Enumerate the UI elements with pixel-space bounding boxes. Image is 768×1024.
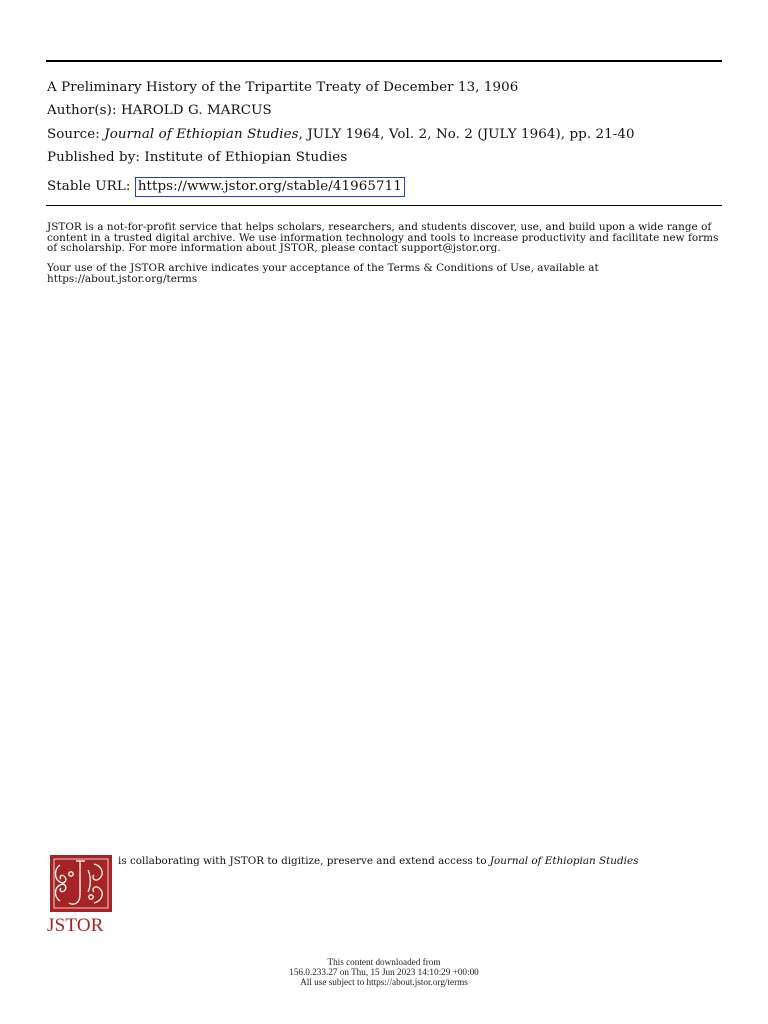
collaboration-statement xyxy=(118,856,678,867)
article-title: A Preliminary History of the Tripartite Treaty of December 13, 1906 xyxy=(47,80,519,95)
publisher-name: Institute of Ethiopian Studies xyxy=(144,150,348,165)
footer-line-2: 156.0.233.27 on Thu, 15 Jun 2023 14:10:29 +00:00 xyxy=(289,967,479,977)
collaboration-text: is collaborating with JSTOR to digitize, preserve and extend access to xyxy=(118,855,487,867)
stable-url-line xyxy=(47,177,405,197)
jstor-logo xyxy=(47,855,117,937)
footer-line-1: This content downloaded from xyxy=(327,957,441,967)
publisher-line xyxy=(47,149,347,167)
footer-line-3: All use subject to https://about.jstor.org/terms xyxy=(300,977,468,987)
jstor-logo-mark xyxy=(50,855,112,912)
stable-url-link[interactable]: https://www.jstor.org/stable/41965711 xyxy=(135,177,405,197)
author-line xyxy=(47,102,272,120)
nonprofit-notice: JSTOR is a not-for-profit service that helps scholars, researchers, and students discover, use, and build upon a wide range of content in a trusted digital archive. We use information technology and tools to increase productivity and facilitate new forms of scholarship. For more information about JSTOR, please contact support@jstor.org. xyxy=(47,221,719,255)
publisher-label: Published by: xyxy=(47,150,140,165)
source-line xyxy=(47,126,635,144)
source-label: Source: xyxy=(47,127,100,142)
collaboration-journal: Journal of Ethiopian Studies xyxy=(489,855,639,867)
source-journal: Journal of Ethiopian Studies xyxy=(104,127,299,142)
middle-rule xyxy=(46,205,722,206)
author-label: Author(s): xyxy=(47,103,117,118)
author-name: HAROLD G. MARCUS xyxy=(120,103,272,118)
top-rule xyxy=(46,60,722,62)
download-footer xyxy=(0,957,768,987)
terms-notice: Your use of the JSTOR archive indicates your acceptance of the Terms & Conditions of Use, available at https://about.jstor.org/terms xyxy=(47,262,599,285)
jstor-ornament-icon xyxy=(50,855,112,912)
stable-url-label: Stable URL: xyxy=(47,179,131,194)
jstor-wordmark: JSTOR xyxy=(47,915,104,936)
source-details: , JULY 1964, Vol. 2, No. 2 (JULY 1964), pp. 21-40 xyxy=(298,127,635,142)
